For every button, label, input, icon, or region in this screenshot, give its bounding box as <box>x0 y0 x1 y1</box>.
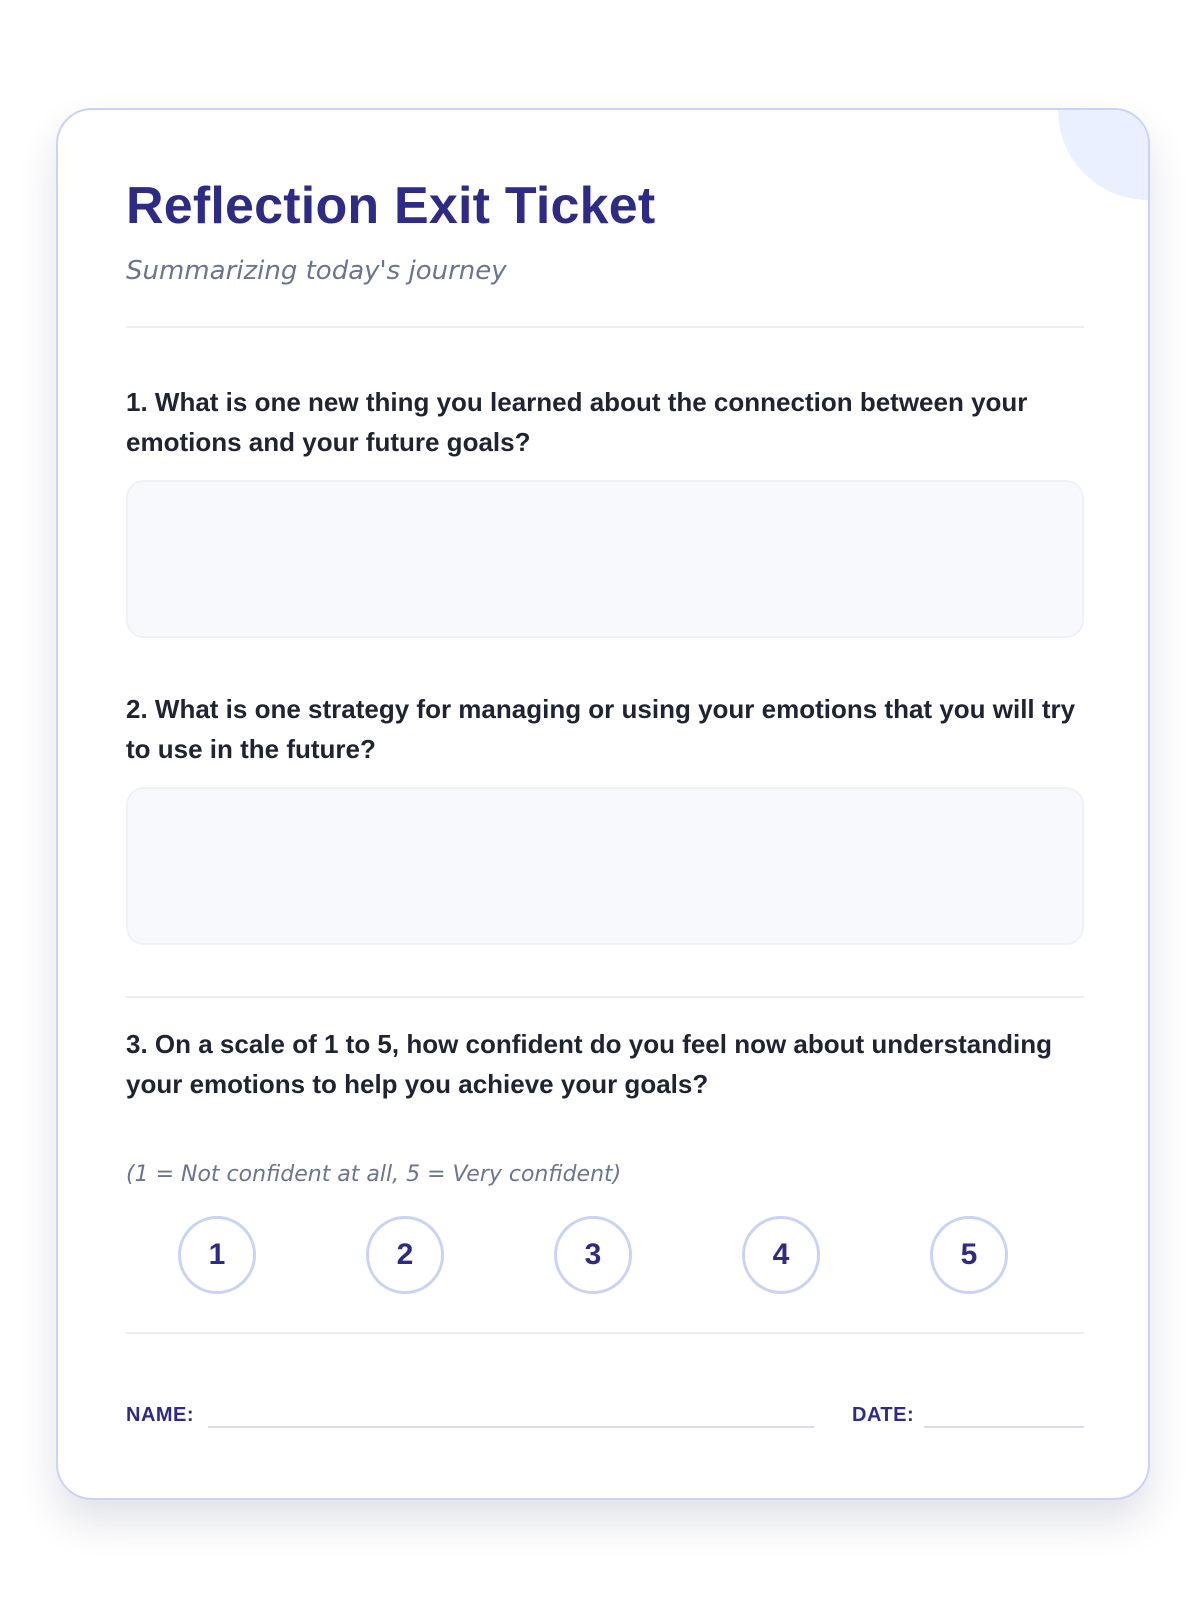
page-subtitle: Summarizing today's journey <box>126 256 507 286</box>
rating-option-2[interactable]: 2 <box>366 1216 444 1294</box>
rating-option-5[interactable]: 5 <box>930 1216 1008 1294</box>
question-2-answer-box[interactable] <box>126 787 1084 945</box>
question-3-text: 3. On a scale of 1 to 5, how confident do you feel now about understanding your emotions to help you achieve your goals? <box>126 1029 1052 1099</box>
confidence-rating-scale <box>126 1216 1084 1296</box>
question-2-text: 2. What is one strategy for managing or using your emotions that you will try to use in the future? <box>126 694 1076 764</box>
date-label: DATE: <box>852 1404 915 1426</box>
confidence-scale-hint: (1 = Not confident at all, 5 = Very confident) <box>126 1162 622 1187</box>
date-field-line[interactable] <box>924 1426 1084 1428</box>
name-label: NAME: <box>126 1404 195 1426</box>
footer-divider <box>126 1332 1084 1334</box>
rating-option-4[interactable]: 4 <box>742 1216 820 1294</box>
question-1-answer-box[interactable] <box>126 480 1084 638</box>
page-title: Reflection Exit Ticket <box>126 177 656 235</box>
header-divider <box>126 326 1084 328</box>
exit-ticket-card <box>56 108 1150 1500</box>
section-divider <box>126 996 1084 998</box>
rating-option-3[interactable]: 3 <box>554 1216 632 1294</box>
rating-option-1[interactable]: 1 <box>178 1216 256 1294</box>
name-field-line[interactable] <box>208 1426 814 1428</box>
corner-decoration <box>1058 108 1150 200</box>
question-1-text: 1. What is one new thing you learned about the connection between your emotions and your future goals? <box>126 387 1028 457</box>
